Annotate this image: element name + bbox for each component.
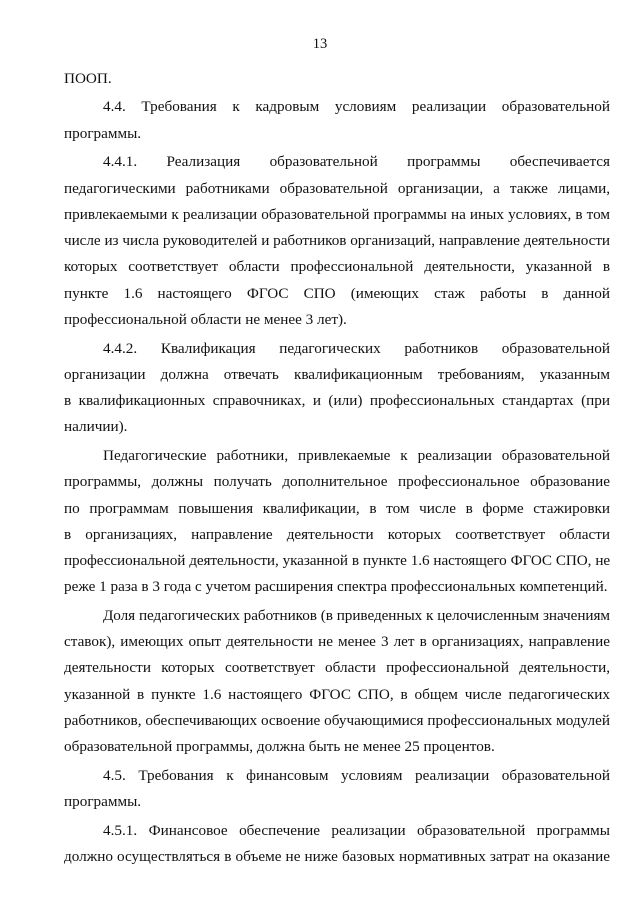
text-line: в квалификационных справочниках, и (или) профессиональных стандартах (при	[64, 392, 610, 410]
text-line: реже 1 раза в 3 года с учетом расширения спектра профессиональных компетенций.	[64, 578, 608, 596]
document-body	[64, 66, 610, 870]
text-line: работников, обеспечивающих освоение обучающимися профессиональных модулей	[64, 712, 610, 730]
text-line: профессиональной области не менее 3 лет).	[64, 311, 347, 329]
text-line: должно осуществляться в объеме не ниже базовых нормативных затрат на оказание	[64, 847, 610, 865]
text-line: профессиональной деятельности, указанной в пункте 1.6 настоящего ФГОС СПО, не	[64, 552, 610, 570]
text-line: Доля педагогических работников (в приведенных к целочисленным значениям	[103, 606, 610, 624]
text-line: наличии).	[64, 418, 128, 436]
text-line: образовательной программы, должна быть не менее 25 процентов.	[64, 738, 495, 756]
text-line: привлекаемыми к реализации образовательной программы на иных условиях, в том	[64, 205, 610, 223]
text-line: по программам повышения квалификации, в том числе в форме стажировки	[64, 499, 610, 517]
text-line: деятельности которых соответствует области профессиональной деятельности,	[64, 659, 610, 677]
text-line: ПООП.	[64, 70, 112, 87]
text-line: 4.4. Требования к кадровым условиям реализации образовательной	[103, 98, 610, 116]
text-line: 4.5. Требования к финансовым условиям реализации образовательной	[103, 766, 610, 784]
text-line: программы.	[64, 793, 142, 811]
text-line: пункте 1.6 настоящего ФГОС СПО (имеющих стаж работы в данной	[64, 284, 610, 302]
text-line: ставок), имеющих опыт деятельности не менее 3 лет в организациях, направление	[64, 633, 610, 651]
text-line: педагогическими работниками образовательной организации, а также лицами,	[64, 179, 610, 197]
text-line: программы.	[64, 124, 142, 142]
text-line: в организациях, направление деятельности которых соответствует области	[64, 525, 610, 543]
text-line: 4.4.1. Реализация образовательной программы обеспечивается	[103, 153, 610, 171]
page-number: 13	[312, 36, 328, 52]
text-line: 4.5.1. Финансовое обеспечение реализации образовательной программы	[103, 821, 610, 839]
text-line: указанной в пункте 1.6 настоящего ФГОС СПО, в общем числе педагогических	[64, 685, 610, 703]
text-line: организации должна отвечать квалификационным требованиям, указанным	[64, 365, 610, 383]
text-line: числе из числа руководителей и работников организаций, направление деятельности	[64, 232, 610, 250]
text-line: программы, должны получать дополнительное профессиональное образование	[64, 473, 610, 491]
text-line: которых соответствует области профессиональной деятельности, указанной в	[64, 258, 610, 276]
text-line: Педагогические работники, привлекаемые к реализации образовательной	[103, 446, 610, 464]
text-line: 4.4.2. Квалификация педагогических работников образовательной	[103, 339, 610, 357]
